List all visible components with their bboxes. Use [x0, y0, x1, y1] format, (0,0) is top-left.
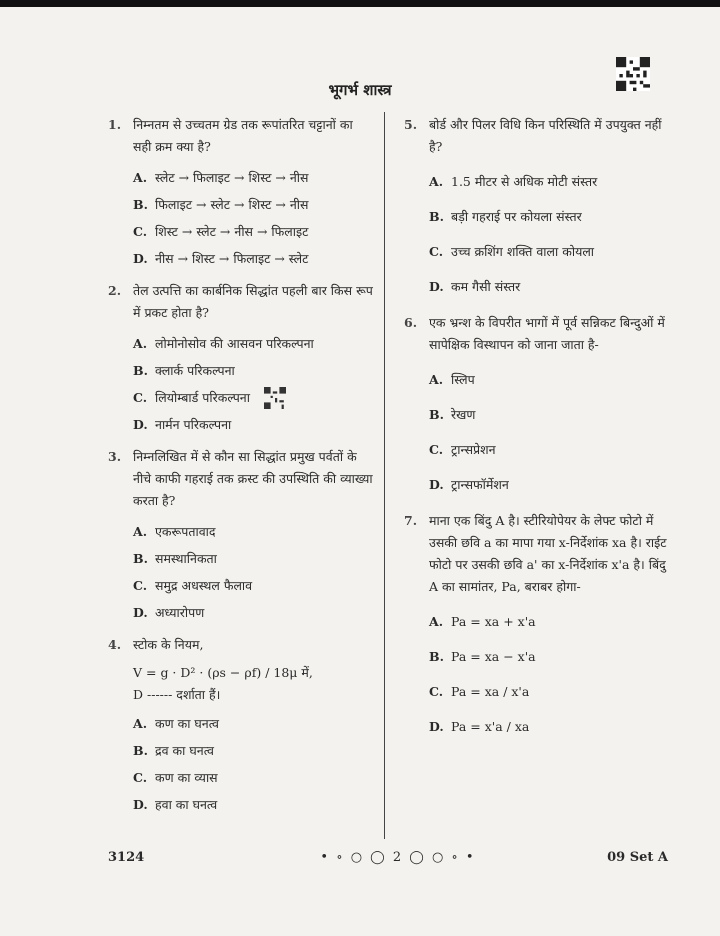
- option-a[interactable]: [133, 710, 374, 737]
- option-letter: D.: [429, 718, 444, 734]
- option-letter: A.: [429, 371, 444, 387]
- option-letter: D.: [429, 278, 444, 294]
- stokes-formula: V = g · D² · (ρs − ρf) / 18μ में,: [133, 665, 313, 680]
- option-letter: A.: [429, 173, 444, 189]
- question-5-options: [429, 164, 674, 304]
- option-text: समुद्र अधस्थल फैलाव: [155, 577, 253, 593]
- question-7: [404, 510, 674, 598]
- option-d[interactable]: [133, 411, 374, 438]
- option-text: रेखण: [451, 406, 476, 422]
- option-d[interactable]: [429, 269, 674, 304]
- question-5: [404, 114, 674, 158]
- option-a[interactable]: [429, 164, 674, 199]
- question-number: 7.: [404, 513, 418, 528]
- option-letter: A.: [133, 335, 148, 351]
- option-text: ट्रान्सफॉर्मेशन: [451, 476, 509, 492]
- option-text: स्लेट → फिलाइट → शिस्ट → नीस: [155, 169, 309, 185]
- option-letter: B.: [133, 550, 148, 566]
- option-letter: B.: [133, 742, 148, 758]
- question-4-options: [133, 710, 374, 818]
- option-letter: B.: [133, 196, 148, 212]
- question-3-options: [133, 518, 374, 626]
- option-text: कण का व्यास: [155, 769, 218, 785]
- question-4: [108, 634, 374, 656]
- option-c[interactable]: [133, 384, 374, 411]
- option-letter: B.: [429, 406, 444, 422]
- option-letter: A.: [133, 715, 148, 731]
- formula-note: D ------ दर्शाता हैं।: [133, 687, 221, 702]
- option-text: क्लार्क परिकल्पना: [155, 362, 235, 378]
- option-text: उच्च क्रशिंग शक्ति वाला कोयला: [451, 243, 595, 259]
- paper-code: 3124: [108, 850, 145, 865]
- question-3: [108, 446, 374, 512]
- option-text: कण का घनत्व: [155, 715, 220, 731]
- question-text: बोर्ड और पिलर विधि किन परिस्थिति में उपयुक्त नहीं है?: [429, 117, 662, 154]
- option-letter: C.: [133, 223, 148, 239]
- option-text: हवा का घनत्व: [155, 796, 218, 812]
- column-divider: [384, 112, 385, 839]
- question-number: 2.: [108, 283, 122, 298]
- question-7-options: [429, 604, 674, 744]
- option-letter: A.: [133, 523, 148, 539]
- option-letter: D.: [429, 476, 444, 492]
- left-column: [108, 114, 374, 826]
- option-text: द्रव का घनत्व: [155, 742, 214, 758]
- question-text: निम्नतम से उच्चतम ग्रेड तक रूपांतरित चट्टानों का सही क्रम क्या है?: [133, 117, 353, 154]
- set-label: 09 Set A: [607, 850, 668, 865]
- option-letter: D.: [133, 796, 148, 812]
- option-text: Pa = x'a / xa: [451, 718, 530, 734]
- page-number-marker: • ∘ ○ ◯ 2 ◯ ○ ∘ •: [320, 850, 476, 865]
- option-d[interactable]: [133, 599, 374, 626]
- option-text: Pa = xa / x'a: [451, 683, 530, 699]
- question-text: स्टोक के नियम,: [133, 637, 204, 652]
- question-text: तेल उत्पत्ति का कार्बनिक सिद्धांत पहली बार किस रूप में प्रकट होता है?: [133, 283, 373, 320]
- option-text: स्लिप: [451, 371, 475, 387]
- option-b[interactable]: [133, 545, 374, 572]
- option-letter: C.: [429, 243, 444, 259]
- option-text: लोमोनोसोव की आसवन परिकल्पना: [155, 335, 314, 351]
- option-b[interactable]: [133, 737, 374, 764]
- option-letter: C.: [429, 441, 444, 457]
- question-2: [108, 280, 374, 324]
- option-d[interactable]: [133, 791, 374, 818]
- option-letter: A.: [133, 169, 148, 185]
- option-letter: B.: [429, 648, 444, 664]
- option-text: फिलाइट → स्लेट → शिस्ट → नीस: [155, 196, 309, 212]
- option-d[interactable]: [429, 709, 674, 744]
- option-c[interactable]: [429, 234, 674, 269]
- option-b[interactable]: [429, 639, 674, 674]
- question-text: निम्नलिखित में से कौन सा सिद्धांत प्रमुख पर्वतों के नीचे काफी गहराई तक क्रस्ट की उपस्थिति की व्याख्या करता है?: [133, 449, 373, 508]
- option-text: लियोम्बार्ड परिकल्पना: [155, 389, 250, 405]
- option-a[interactable]: [133, 330, 374, 357]
- option-b[interactable]: [429, 397, 674, 432]
- option-b[interactable]: [429, 199, 674, 234]
- option-c[interactable]: [429, 674, 674, 709]
- option-a[interactable]: [429, 362, 674, 397]
- option-letter: A.: [429, 613, 444, 629]
- option-letter: D.: [133, 250, 148, 266]
- qr-code-icon: [264, 387, 286, 409]
- option-letter: C.: [133, 577, 148, 593]
- option-text: Pa = xa − x'a: [451, 648, 536, 664]
- option-letter: D.: [133, 416, 148, 432]
- page-title: भूगर्भ शास्त्र: [328, 81, 392, 99]
- right-column: [404, 114, 674, 752]
- option-text: 1.5 मीटर से अधिक मोटी संस्तर: [451, 173, 598, 189]
- option-d[interactable]: [133, 245, 374, 272]
- option-text: समस्थानिकता: [155, 550, 217, 566]
- option-letter: B.: [133, 362, 148, 378]
- question-number: 5.: [404, 117, 418, 132]
- option-c[interactable]: [133, 218, 374, 245]
- question-6-options: [429, 362, 674, 502]
- option-text: एकरूपतावाद: [155, 523, 216, 539]
- option-letter: C.: [133, 769, 148, 785]
- option-a[interactable]: [133, 164, 374, 191]
- option-letter: D.: [133, 604, 148, 620]
- question-number: 1.: [108, 117, 122, 132]
- question-6: [404, 312, 674, 356]
- option-letter: B.: [429, 208, 444, 224]
- option-c[interactable]: [429, 432, 674, 467]
- option-b[interactable]: [133, 191, 374, 218]
- option-text: ट्रान्सप्रेशन: [451, 441, 496, 457]
- question-text: माना एक बिंदु A है। स्टीरियोपेयर के लेफ्ट फोटो में उसकी छवि a का मापा गया x-निर्देशांक xa है। राईट फोटो पर उसकी छवि a' का x-निर्देशांक x'a है। बिंदु A का सामांतर, Pa, बराबर होगा-: [429, 513, 667, 594]
- question-1-options: [133, 164, 374, 272]
- question-2-options: [133, 330, 374, 438]
- question-number: 4.: [108, 637, 122, 652]
- option-a[interactable]: [429, 604, 674, 639]
- option-d[interactable]: [429, 467, 674, 502]
- option-c[interactable]: [133, 764, 374, 791]
- option-text: Pa = xa + x'a: [451, 613, 536, 629]
- option-text: शिस्ट → स्लेट → नीस → फिलाइट: [155, 223, 309, 239]
- option-text: नीस → शिस्ट → फिलाइट → स्लेट: [155, 250, 309, 266]
- question-1: [108, 114, 374, 158]
- option-text: बड़ी गहराई पर कोयला संस्तर: [451, 208, 582, 224]
- option-letter: C.: [429, 683, 444, 699]
- option-text: कम गैसी संस्तर: [451, 278, 521, 294]
- question-text: एक भ्रन्श के विपरीत भागों में पूर्व सन्निकट बिन्दुओं में सापेक्षिक विस्थापन को जाना जाता है-: [429, 315, 665, 352]
- option-c[interactable]: [133, 572, 374, 599]
- option-text: नार्मन परिकल्पना: [155, 416, 232, 432]
- option-text: अध्यारोपण: [155, 604, 205, 620]
- option-letter: C.: [133, 389, 148, 405]
- option-a[interactable]: [133, 518, 374, 545]
- question-number: 6.: [404, 315, 418, 330]
- top-border: [0, 0, 720, 7]
- question-number: 3.: [108, 449, 122, 464]
- option-b[interactable]: [133, 357, 374, 384]
